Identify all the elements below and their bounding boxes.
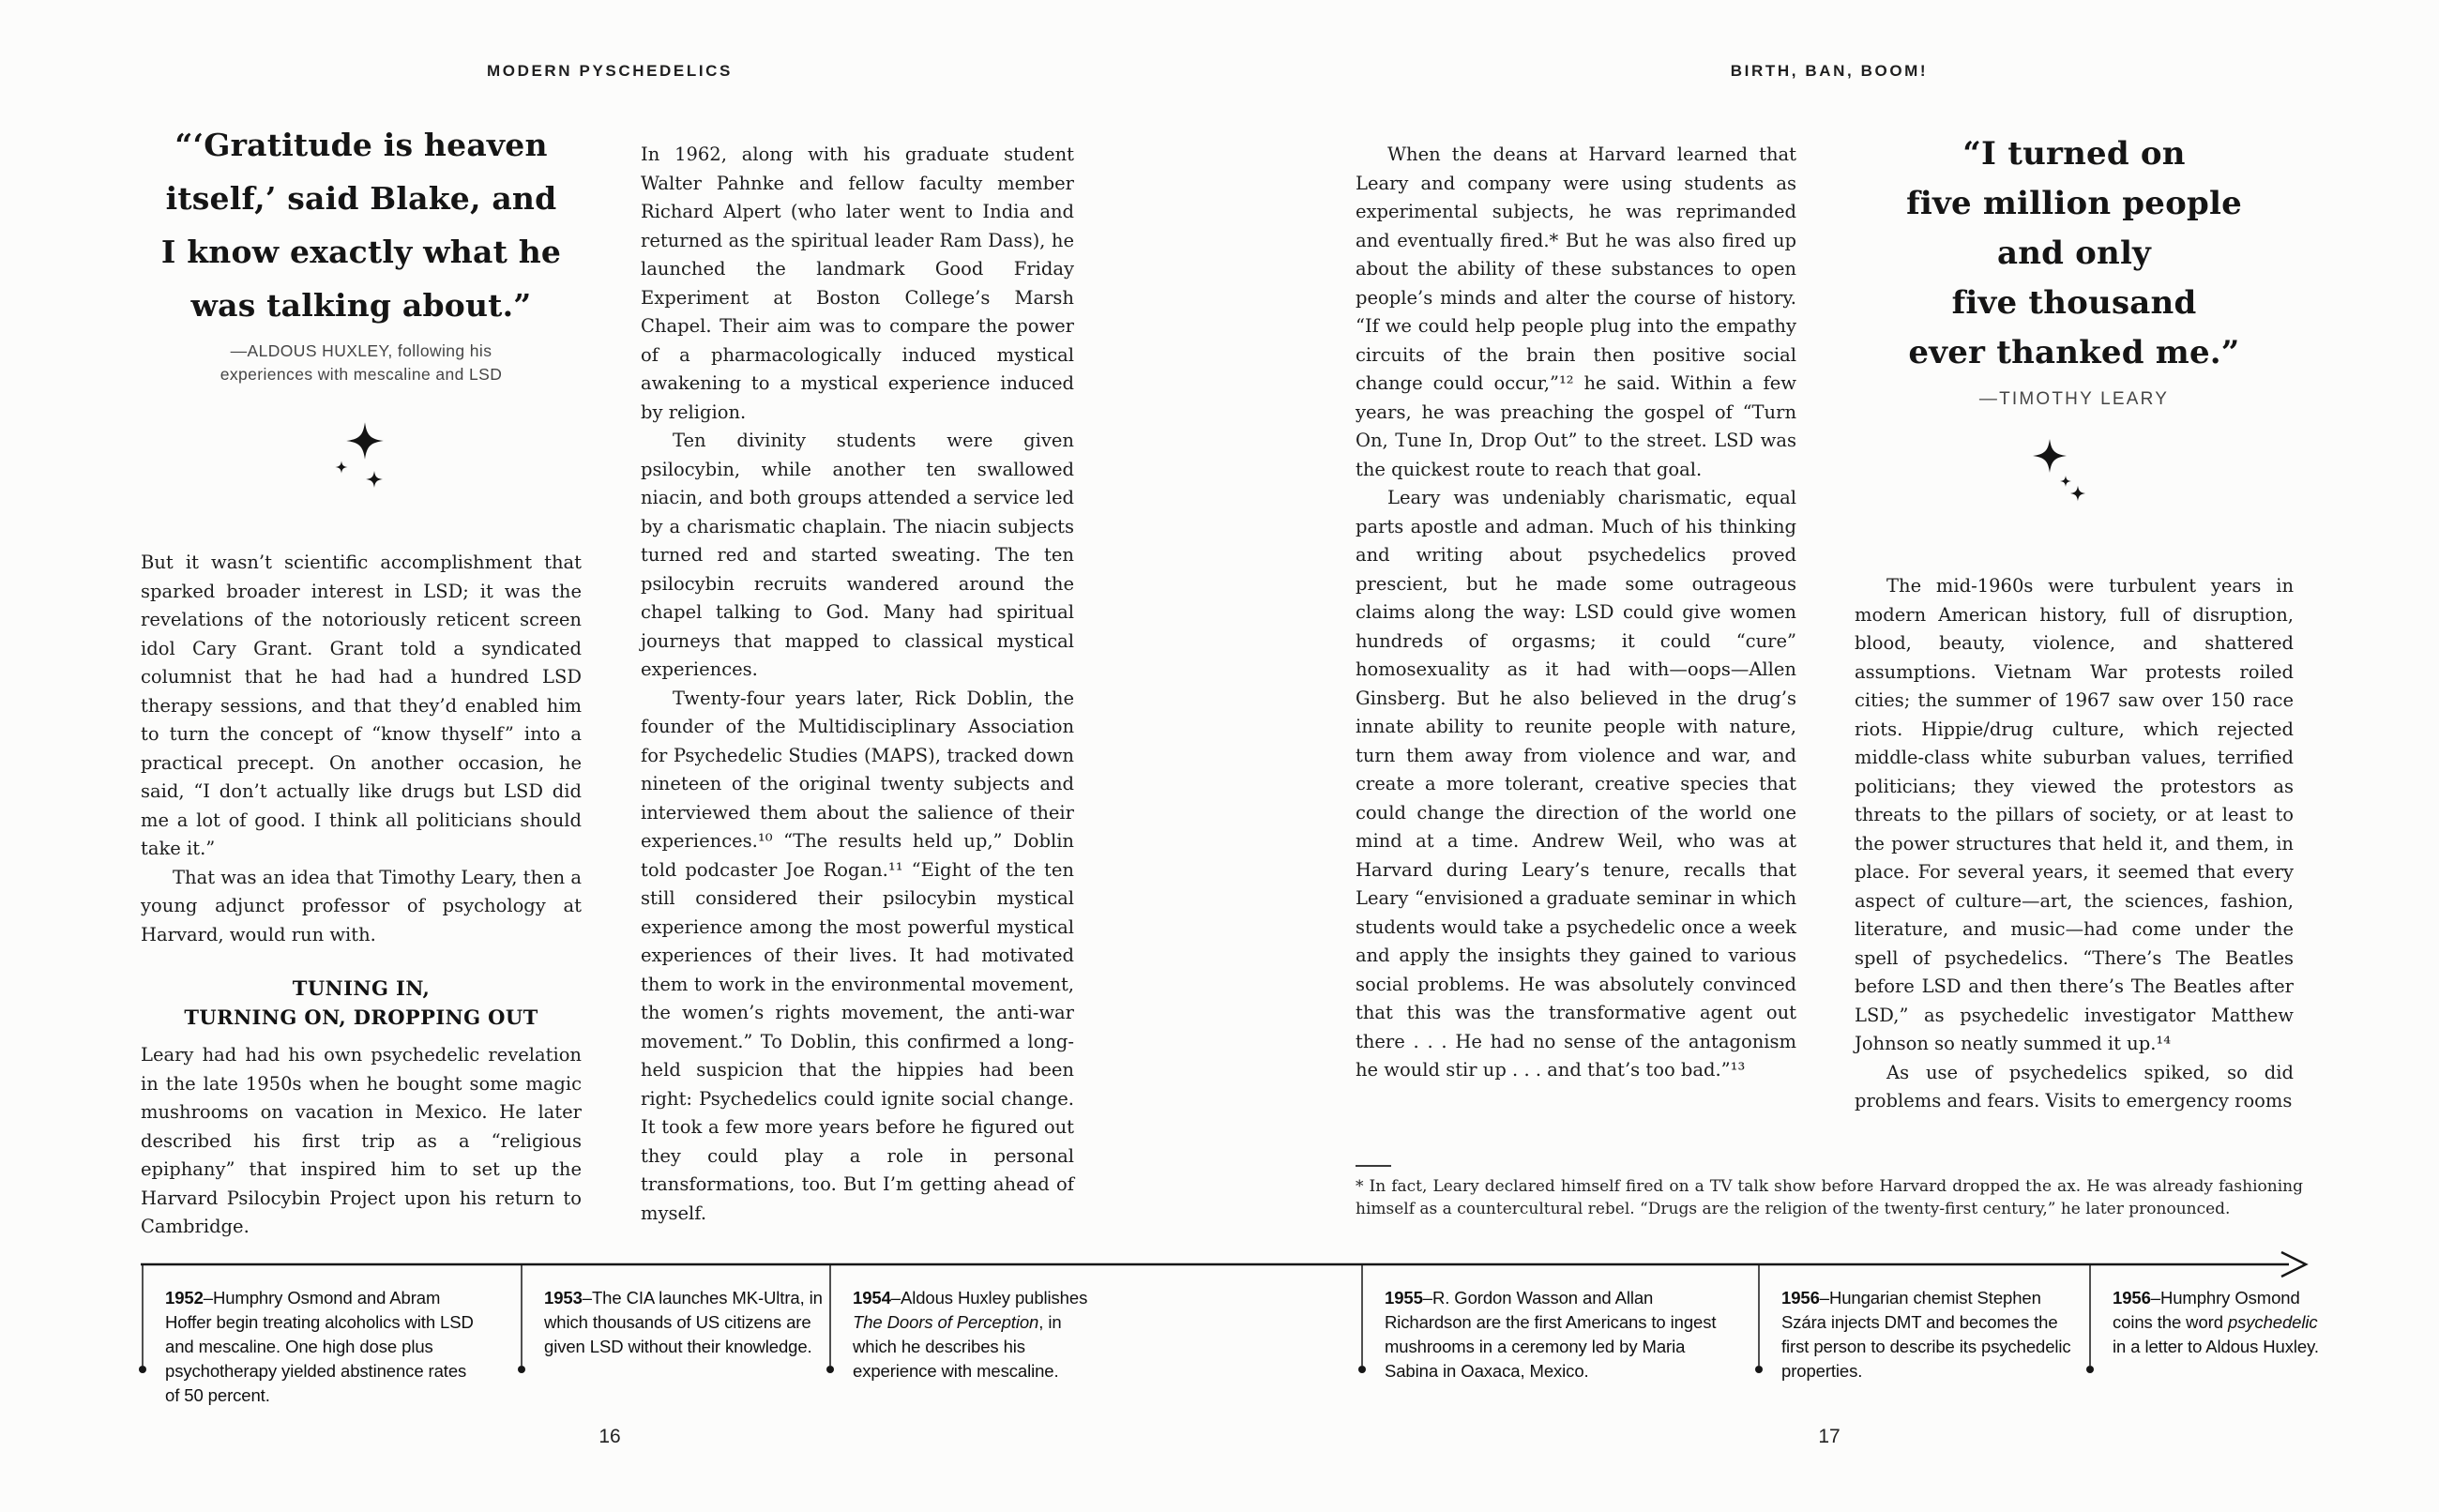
timeline-year: 1952 [165,1288,204,1308]
body-paragraph: In 1962, along with his graduate student Walter Pahnke and fellow faculty member Richard Alpert (who later went to India and returned as the spiritual leader Ram Dass), he launched the landmark Good Friday Experiment at Boston College’s Marsh Chapel. Their aim was to compare the power of a pharmacologically induced mystical awakening to a mystical experience induced by religion. [641,144,1074,423]
timeline-entry [2113,1286,2326,1359]
body-paragraph: Leary had had his own psychedelic revelation in the late 1950s when he bought some magic mushrooms on vacation in Mexico. He later described his first trip as a “religious epiphany” that inspired him to set up the Harvard Psilocybin Project upon his return to Cambridge. [141,1044,582,1237]
timeline-title-italic: The Doors of Perception [853,1312,1039,1332]
right-column-1 [1356,141,1796,1085]
body-paragraph: As use of psychedelics spiked, so did problems and fears. Visits to emergency rooms [1855,1061,2294,1111]
right-page-number: 17 [1818,1426,1841,1447]
body-paragraph: Leary was undeniably charismatic, equal parts apostle and adman. Much of his thinking and writing about psychedelics proved prescient, but he made some outrageous claims along the way: LSD could give women hundreds of orgasms; it could “cure” homosexuality as it had with—oops—Allen Ginsberg. But he also believed in the drug’s innate ability to reunite people with nature, turn them away from violence and war, and create a more tolerant, creative species that could change the direction of the world one mind at a time. Andrew Weil, who was at Harvard during Leary’s tenure, recalls that Leary “envisioned a graduate seminar in which students would take a psychedelic once a week and apply the insights they gained to various social problems. He was absolutely convinced that this was the transformative agent out there . . . He had no sense of the antagonism he would stir up . . . and that’s too bad.”¹³ [1356,487,1796,1081]
text-line: itself,’ said Blake, and [165,180,557,217]
timeline-title-italic: psychedelic [2227,1312,2318,1332]
text-line: five thousand [1951,284,2197,322]
body-paragraph: Ten divinity students were given psilocybin, while another ten swallowed niacin, and both groups attended a service led by a charismatic chaplain. The niacin subjects turned red and started sweating. The ten psilocybin recruits wandered around the chapel talking to God. Many had spiritual journeys that mapped to classical mystical experiences. [641,430,1074,680]
body-paragraph: Twenty-four years later, Rick Doblin, the founder of the Multidisciplinary Association for Psychedelic Studies (MAPS), tracked down nineteen of the original twenty subjects and interviewed them about the salience of their experiences.¹⁰ “The results held up,” Doblin told podcaster Joe Rogan.¹¹ “Eight of the ten still considered their psilocybin mystical experience among the most powerful mystical experiences of their lives. It had motivated them to work in the environmental movement, the women’s rights movement, the anti-war movement.” To Doblin, this confirmed a long-held suspicion that the hippies had been right: Psychedelics could ignite social change. It took a few more years before he figured out they could play a role in personal transformations, too. But I’m getting ahead of myself. [641,687,1074,1224]
text-line: and only [1996,234,2152,272]
text-line: experiences with mescaline and LSD [220,365,503,384]
left-quote-attribution [141,340,582,386]
text-line: —TIMOTHY LEARY [1978,389,2170,409]
timeline-text: –Aldous Huxley publishes [890,1288,1088,1308]
sparkle-ornament-icon [324,420,399,495]
left-column-1 [141,549,582,1242]
text-line: I know exactly what he [160,234,562,270]
timeline-year: 1953 [544,1288,583,1308]
body-paragraph: But it wasn’t scientific accomplishment that sparked broader interest in LSD; it was the revelations of the notoriously reticent screen idol Cary Grant. Grant told a syndicated columnist that he had had a hundred LSD therapy sessions, and that they’d enabled him to turn the concept of “know thyself” into a practical precept. On another occasion, he said, “I don’t actually like drugs but LSD did me a lot of good. I think all politicians should take it.” [141,552,582,859]
text-line: “‘Gratitude is heaven [174,127,548,163]
timeline-text: –Hungarian chemist Stephen Szára injects DMT and becomes the first person to describe its psychedelic properties. [1781,1288,2071,1381]
timeline-entry [1385,1286,1727,1383]
sparkle-ornament-icon [2022,433,2097,508]
left-running-head: MODERN PYSCHEDELICS [487,62,733,80]
section-heading: TUNING IN, TURNING ON, DROPPING OUT [184,976,538,1029]
timeline-year: 1956 [1781,1288,1820,1308]
timeline-text: –Humphry Osmond coins the word [2113,1288,2300,1332]
body-paragraph: That was an idea that Timothy Leary, then a young adjunct professor of psychology at Harvard, would run with. [141,866,582,945]
timeline-year: 1954 [853,1288,891,1308]
timeline-entry [544,1286,840,1359]
timeline-text: in a letter to Aldous Huxley. [2113,1337,2319,1356]
text-line: “I turned on [1962,135,2186,173]
right-quote-attribution [1855,389,2294,410]
text-line: five million people [1906,185,2242,222]
timeline-entry [165,1286,484,1408]
text-line: —ALDOUS HUXLEY, following his [230,341,492,360]
text-line: ever thanked me.” [1908,334,2240,371]
body-paragraph: The mid-1960s were turbulent years in modern American history, full of disruption, blood, beauty, violence, and shattered assumptions. Vietnam War protests roiled cities; the summer of 1967 saw over 150 race riots. Hippie/drug culture, which rejected middle-class white suburban values, terrified politicians; they viewed the protestors as threats to the pillars of society, or at least to the power structures that held it, and them, in place. For several years, it seemed that every aspect of culture—art, the sciences, fashion, literature, and music—had come under the spell of psychedelics. “There’s The Beatles before LSD and then there’s The Beatles after LSD,” as psychedelic investigator Matthew Johnson so neatly summed it up.¹⁴ [1855,575,2294,1054]
right-pull-quote [1855,129,2294,378]
left-column-2 [641,141,1074,1228]
timeline-text: –Humphry Osmond and Abram Hoffer begin treating alcoholics with LSD and mescaline. One high dose plus psychotherapy yielded abstinence rates of 50 percent. [165,1288,474,1405]
timeline-year: 1955 [1385,1288,1423,1308]
timeline-entry [853,1286,1095,1383]
timeline-text: –R. Gordon Wasson and Allan Richardson are the first Americans to ingest mushrooms in a ceremony led by Maria Sabina in Oaxaca, Mexico. [1385,1288,1717,1381]
right-running-head: BIRTH, BAN, BOOM! [1730,62,1929,80]
body-paragraph: When the deans at Harvard learned that Leary and company were using students as experimental subjects, he was reprimanded and eventually fired.* But he was also fired up about the ability of these substances to open people’s minds and alter the course of history. “If we could help people plug into the empathy circuits of the brain then positive social change could occur,”¹² he said. Within a few years, he was preaching the gospel of “Turn On, Tune In, Drop Out” to the street. LSD was the quickest route to reach that goal. [1356,144,1796,480]
left-page-number: 16 [598,1426,621,1447]
timeline-year: 1956 [2113,1288,2151,1308]
right-column-2 [1855,572,2294,1116]
timeline-text: –The CIA launches MK-Ultra, in which thousands of US citizens are given LSD without their knowledge. [544,1288,823,1356]
left-pull-quote [141,118,582,332]
timeline-text: , in which he describes his experience with mescaline. [853,1312,1062,1381]
text-line: was talking about.” [190,287,532,324]
footnote-rule [1356,1165,1391,1167]
timeline-entry [1781,1286,2080,1383]
footnote: * In fact, Leary declared himself fired on a TV talk show before Harvard dropped the ax. He was already fashioning himself as a countercultural rebel. “Drugs are the religion of the twenty-first century,” he later pronounced. [1356,1177,2303,1218]
